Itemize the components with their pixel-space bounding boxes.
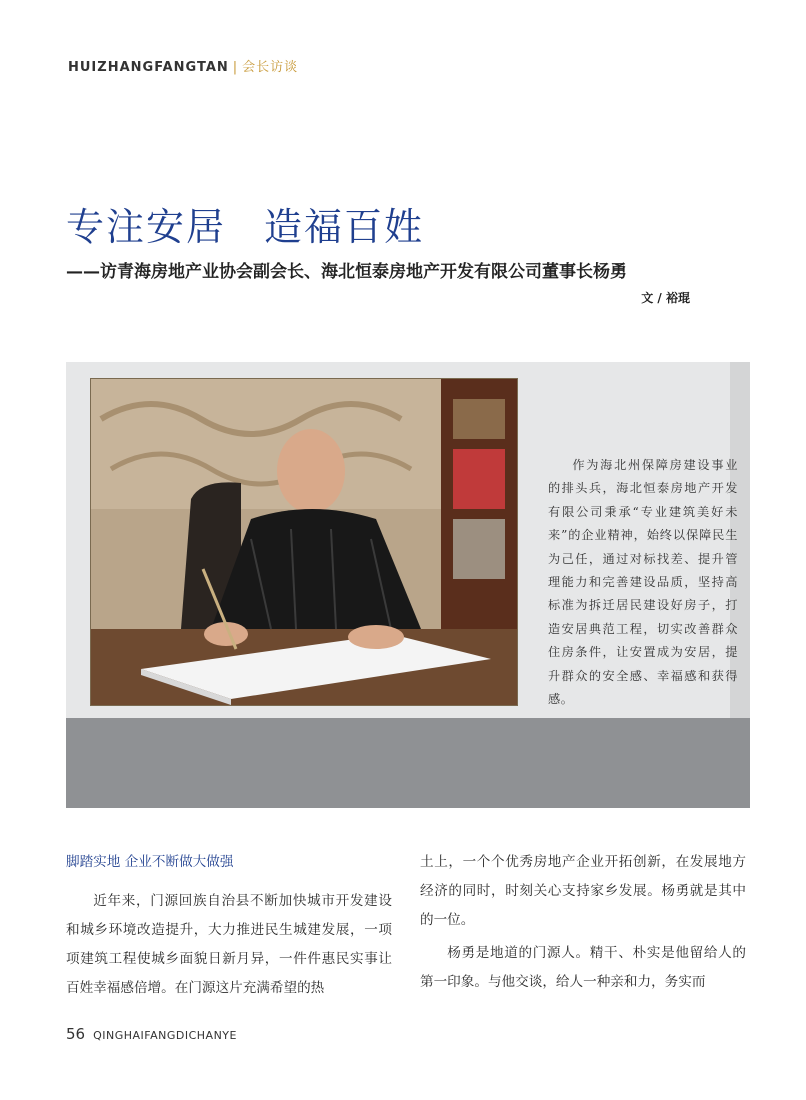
column-left [66,848,392,1003]
header-separator: | [232,60,239,75]
article-title [66,196,424,251]
portrait-photo [90,378,518,706]
body-paragraph-continued: 土上，一个个优秀房地产企业开拓创新，在发展地方经济的同时，时刻关心支持家乡发展。杨勇就是其中的一位。 [420,854,746,928]
section-header [68,56,298,75]
page-number: 56 [66,1025,86,1043]
section-heading: 脚踏实地 企业不断做大做强 [66,854,234,870]
body-paragraph: 近年来，门源回族自治县不断加快城市开发建设和城乡环境改造提升，大力推进民生城建发展，一项项建筑工程使城乡面貌日新月异，一件件惠民实事让百姓幸福感倍增。在门源这片充满希望的热 [66,893,392,996]
intro-paragraph: 作为海北州保障房建设事业的排头兵，海北恒泰房地产开发有限公司秉承“专业建筑美好未来”的企业精神，始终以保障民生为己任，通过对标找差、提升管理能力和完善建设品质，坚持高标准为拆迁居民建设好房子，打造安居典范工程，切实改善群众住房条件，让安置成为安居，提升群众的安全感、幸福感和获得感。 [548,458,738,707]
feature-panel [66,362,750,808]
panel-floor [66,718,750,808]
portrait-illustration [91,379,517,705]
body-paragraph: 杨勇是地道的门源人。精干、朴实是他留给人的第一印象。与他交谈，给人一种亲和力，务实而 [420,945,746,990]
title-part-1: 专注安居 [66,205,227,249]
intro-text [548,454,738,711]
article-subtitle: ——访青海房地产业协会副会长、海北恒泰房地产开发有限公司董事长杨勇 [66,262,627,282]
magazine-name: QINGHAIFANGDICHANYE [93,1029,237,1042]
column-right [420,848,746,997]
section-name-en: HUIZHANGFANGTAN [68,60,229,75]
title-part-2: 造福百姓 [264,205,425,249]
byline: 文 / 裕琨 [641,291,690,305]
section-name-zh: 会长访谈 [242,60,299,75]
page-footer [66,1024,237,1043]
